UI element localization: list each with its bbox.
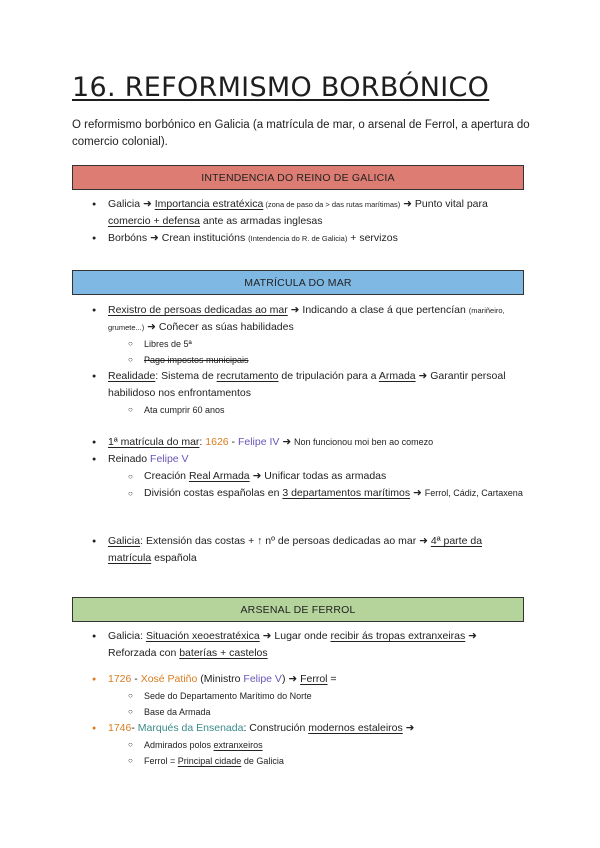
list-item: ● 1746- Marqués da Ensenada: Construción modernos estaleiros ➜ ○ Admirados polos extranxeiros ○ Ferrol = Principal cidade de Galicia bbox=[108, 720, 528, 769]
list-item: ○ Ata cumprir 60 anos bbox=[144, 402, 528, 418]
list-item: ○ Ferrol = Principal cidade de Galicia bbox=[144, 753, 528, 769]
list-item: ● Rexistro de persoas dedicadas ao mar ➜ Indicando a clase á que pertencían (mariñeiro, grumete...) ➜ Coñecer as súas habilidades ○ Libres de 5ª ○ Pago impostos municipais bbox=[108, 302, 528, 368]
section-title: ARSENAL DE FERROL bbox=[240, 603, 356, 616]
intro-text: O reformismo borbónico en Galicia (a matrícula de mar, o arsenal de Ferrol, a apertura do comercio colonial). bbox=[72, 119, 530, 148]
list-item: ● 1726 - Xosé Patiño (Ministro Felipe V) ➜ Ferrol = ○ Sede do Departamento Marítimo do Norte ○ Base da Armada bbox=[108, 671, 528, 720]
sub-list bbox=[108, 737, 528, 769]
section-title: INTENDENCIA DO REINO DE GALICIA bbox=[201, 171, 395, 184]
section-title: MATRÍCULA DO MAR bbox=[244, 276, 352, 289]
list-item: ● Galicia ➜ Importancia estratéxica (zona de paso da > das rutas marítimas) ➜ Punto vital para comercio + defensa ante as armadas inglesas bbox=[108, 196, 528, 230]
list-item: ● Galicia: Extensión das costas + ↑ nº de persoas dedicadas ao mar ➜ 4ª parte da matrícula española bbox=[108, 533, 528, 567]
matricula-list bbox=[108, 302, 528, 418]
matricula-list-3 bbox=[108, 533, 528, 567]
list-item: ○ Libres de 5ª bbox=[144, 336, 528, 352]
page-title: 16. REFORMISMO BORBÓNICO bbox=[72, 72, 490, 103]
list-item: ○ Base da Armada bbox=[144, 704, 528, 720]
list-item: ● Borbóns ➜ Crean institucións (Intendencia do R. de Galicia) + servizos bbox=[108, 230, 528, 247]
section-banner-arsenal bbox=[72, 597, 524, 622]
sub-list bbox=[108, 468, 528, 502]
intendencia-list bbox=[108, 196, 528, 247]
sub-list bbox=[108, 402, 528, 418]
sub-list bbox=[108, 336, 528, 368]
list-item: ● Realidade: Sistema de recrutamento de tripulación para a Armada ➜ Garantir persoal habilidoso nos enfrontamentos ○ Ata cumprir 60 anos bbox=[108, 368, 528, 418]
arsenal-list-2 bbox=[108, 671, 528, 769]
matricula-list-2 bbox=[108, 434, 528, 502]
section-banner-intendencia bbox=[72, 165, 524, 190]
list-item: ● 1ª matrícula do mar: 1626 - Felipe IV ➜ Non funcionou moi ben ao comezo bbox=[108, 434, 528, 451]
list-item: ○ División costas españolas en 3 departamentos marítimos ➜ Ferrol, Cádiz, Cartaxena bbox=[144, 485, 528, 502]
section-banner-matricula bbox=[72, 270, 524, 295]
list-item: ● Reinado Felipe V ○ Creación Real Armada ➜ Unificar todas as armadas ○ División costas españolas en 3 departamentos marítimos ➜ Ferrol, Cádiz, Cartaxena bbox=[108, 451, 528, 502]
list-item: ● Galicia: Situación xeoestratéxica ➜ Lugar onde recibir ás tropas extranxeiras ➜ Reforzada con baterías + castelos bbox=[108, 628, 528, 662]
arsenal-list bbox=[108, 628, 528, 662]
list-item: ○ Creación Real Armada ➜ Unificar todas as armadas bbox=[144, 468, 528, 485]
list-item: ○ Pago impostos municipais bbox=[144, 352, 528, 368]
sub-list bbox=[108, 688, 528, 720]
list-item: ○ Sede do Departamento Marítimo do Norte bbox=[144, 688, 528, 704]
list-item: ○ Admirados polos extranxeiros bbox=[144, 737, 528, 753]
